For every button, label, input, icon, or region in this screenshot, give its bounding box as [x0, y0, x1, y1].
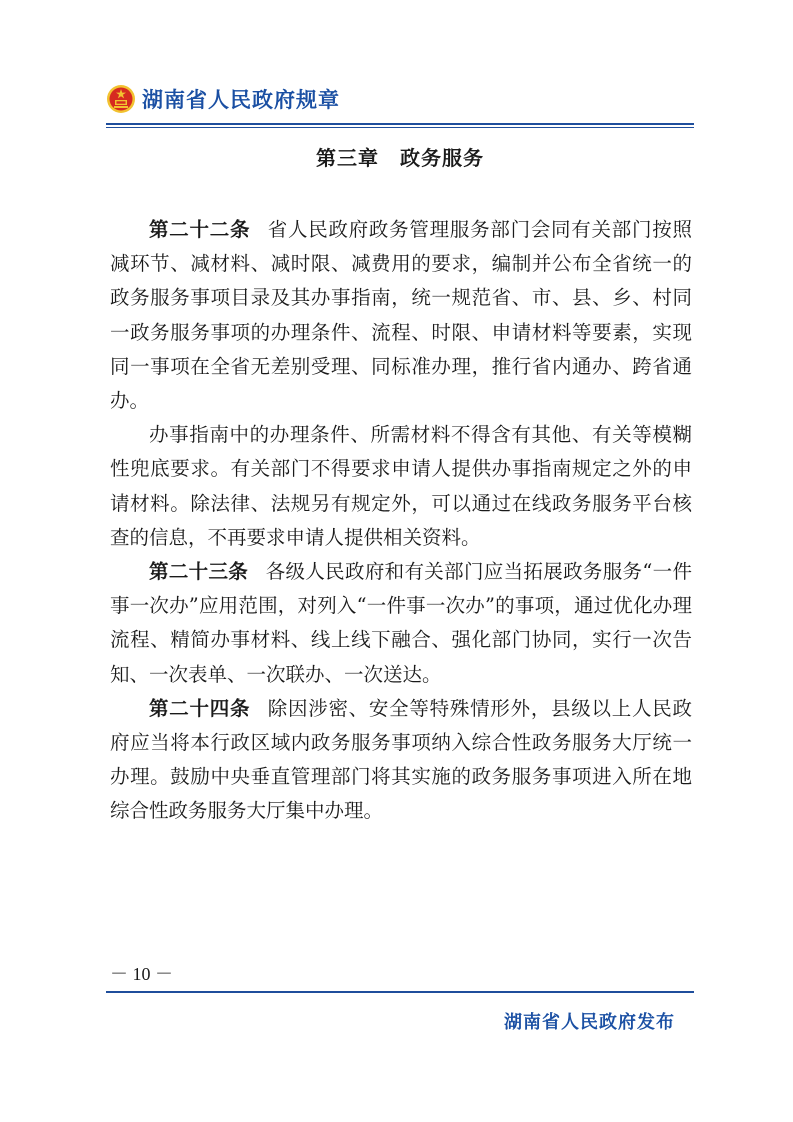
header-rule-thin [106, 127, 694, 128]
document-body [110, 213, 692, 829]
footer-publisher: 湖南省人民政府发布 [504, 1012, 675, 1033]
paragraph-text: 各级人民政府和有关部门应当拓展政务服务“一件事一次办”应用范围，对列入“一件事一次办”的事项，通过优化办理流程、精简办事材料、线上线下融合、强化部门协同，实行一次告知、一次表单、一次联办、一次送达。 [110, 560, 692, 686]
header-title: 湖南省人民政府规章 [142, 88, 340, 112]
article-number: 第二十二条 [149, 218, 251, 241]
national-emblem-icon [106, 84, 136, 114]
footer-rule [106, 991, 694, 993]
paragraph [110, 213, 692, 418]
paragraph-text: 除因涉密、安全等特殊情形外，县级以上人民政府应当将本行政区域内政务服务事项纳入综合性政务服务大厅统一办理。鼓励中央垂直管理部门将其实施的政务服务事项进入所在地综合性政务服务大厅集中办理。 [110, 696, 692, 823]
paragraph-text: 办事指南中的办理条件、所需材料不得含有其他、有关等模糊性兜底要求。有关部门不得要求申请人提供办事指南规定之外的申请材料。除法律、法规另有规定外，可以通过在线政务服务平台核查的信息，不再要求申请人提供相关资料。 [110, 423, 692, 549]
paragraph [110, 692, 692, 829]
page-header [106, 84, 340, 114]
page-number: － 10 － [110, 964, 173, 984]
chapter-title: 第三章 政务服务 [316, 146, 484, 170]
paragraph-text: 省人民政府政务管理服务部门会同有关部门按照减环节、减材料、减时限、减费用的要求，编制并公布全省统一的政务服务事项目录及其办事指南，统一规范省、市、县、乡、村同一政务服务事项的办理条件、流程、时限、申请材料等要素，实现同一事项在全省无差别受理、同标准办理，推行省内通办、跨省通办。 [110, 218, 692, 413]
paragraph [110, 555, 692, 692]
article-number: 第二十三条 [149, 560, 249, 584]
paragraph [110, 418, 692, 555]
header-rule [106, 123, 694, 125]
article-number: 第二十四条 [149, 696, 251, 720]
